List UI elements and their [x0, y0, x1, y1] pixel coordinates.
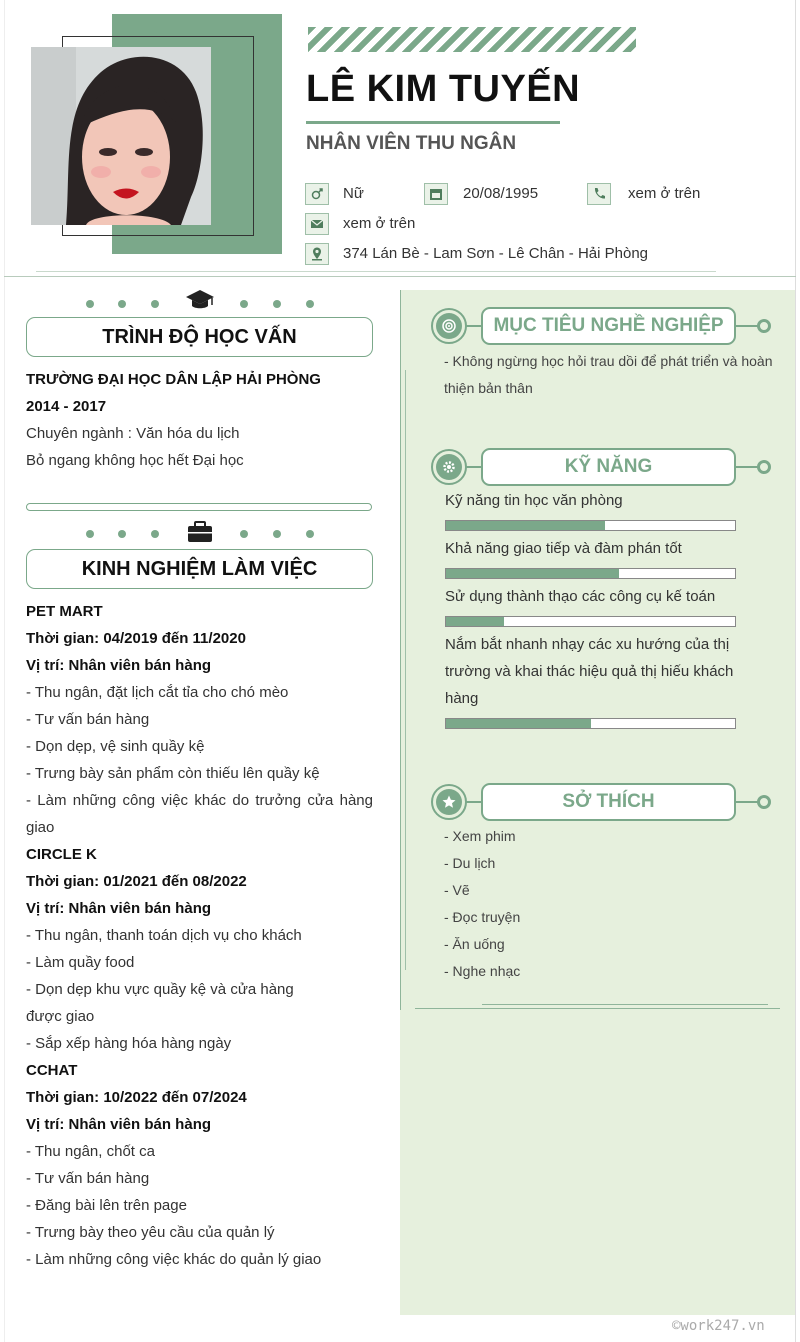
hobby-item: - Nghe nhạc [444, 963, 521, 979]
decor-dot [86, 530, 94, 538]
experience-detail-line: - Làm quầy food [26, 954, 135, 971]
experience-heading-line: Vị trí: Nhân viên bán hàng [26, 657, 212, 674]
experience-detail-line: - Đăng bài lên trên page [26, 1197, 187, 1214]
education-years: 2014 - 2017 [26, 398, 107, 415]
skills-end-dot [757, 460, 771, 474]
email-icon [305, 213, 329, 235]
birthday-value: 20/08/1995 [463, 185, 539, 202]
gender-icon [305, 183, 329, 205]
experience-title: KINH NGHIỆM LÀM VIỆC [26, 549, 373, 589]
experience-detail-line: - Thu ngân, đặt lịch cắt tỉa cho chó mèo [26, 684, 289, 701]
hobby-item: - Xem phim [444, 828, 516, 844]
skills-title: KỸ NĂNG [481, 448, 736, 486]
right-panel-bottom-line-inner [482, 1004, 768, 1005]
experience-detail-line: - Tư vấn bán hàng [26, 711, 150, 728]
graduation-cap-icon [185, 289, 215, 311]
skill-bar [445, 616, 736, 627]
hobbies-star-icon [431, 784, 467, 820]
candidate-name: LÊ KIM TUYẾN [306, 68, 581, 110]
objective-end-dot [757, 319, 771, 333]
education-title: TRÌNH ĐỘ HỌC VẤN [26, 317, 373, 357]
decor-dot [151, 530, 159, 538]
experience-detail-line: giao [26, 819, 55, 836]
hobbies-end-dot [757, 795, 771, 809]
experience-detail-line: - Thu ngân, thanh toán dịch vụ cho khách [26, 927, 302, 944]
header-divider-inner [36, 271, 716, 272]
email-value: xem ở trên [343, 215, 416, 232]
skill-bar-fill [446, 719, 591, 728]
right-panel-edge-line [400, 290, 401, 1010]
address-value: 374 Lán Bè - Lam Sơn - Lê Chân - Hải Phòng [343, 245, 649, 262]
experience-detail-line: - Tư vấn bán hàng [26, 1170, 150, 1187]
experience-detail-line: - Trưng bày theo yêu cầu của quản lý [26, 1224, 275, 1241]
hobbies-title: SỞ THÍCH [481, 783, 736, 821]
right-panel-bottom-line [415, 1008, 780, 1009]
hobby-item: - Đọc truyện [444, 909, 521, 925]
decor-dot [240, 300, 248, 308]
header-stripe-decoration [308, 27, 636, 52]
right-panel-inner-line [405, 370, 406, 970]
experience-heading-line: Vị trí: Nhân viên bán hàng [26, 900, 212, 917]
hobby-item: - Du lịch [444, 855, 496, 871]
experience-detail-line: được giao [26, 1008, 95, 1025]
experience-detail-line: - Sắp xếp hàng hóa hàng ngày [26, 1035, 232, 1052]
hobbies-connector [466, 801, 482, 803]
experience-heading-line: PET MART [26, 603, 103, 620]
experience-heading-line: CCHAT [26, 1062, 78, 1079]
name-underline [306, 121, 560, 124]
skill-bar [445, 520, 736, 531]
watermark: ©work247.vn [672, 1318, 765, 1334]
objective-line-1: - Không ngừng học hỏi trau dồi để phát triển và hoàn [444, 353, 773, 369]
phone-value: xem ở trên [628, 185, 701, 202]
decor-dot [118, 530, 126, 538]
skills-connector [466, 466, 482, 468]
job-title: NHÂN VIÊN THU NGÂN [306, 133, 517, 154]
experience-heading-line: CIRCLE K [26, 846, 97, 863]
decor-dot [306, 530, 314, 538]
skill-label: Nắm bắt nhanh nhạy các xu hướng của thị trường và khai thác hiệu quả thị hiếu khách hàng [445, 636, 734, 707]
experience-detail-line: - Thu ngân, chốt ca [26, 1143, 155, 1160]
experience-detail-line: - Làm những công việc khác do trưởng cửa hàng [26, 792, 373, 809]
phone-icon [587, 183, 611, 205]
education-note: Bỏ ngang không học hết Đại học [26, 452, 244, 469]
skills-gear-icon [431, 449, 467, 485]
experience-detail-line: - Trưng bày sản phẩm còn thiếu lên quầy kệ [26, 765, 320, 782]
objective-title: MỤC TIÊU NGHỀ NGHIỆP [481, 307, 736, 345]
skill-bar-fill [446, 521, 605, 530]
objective-connector [466, 325, 482, 327]
skill-bar-fill [446, 617, 504, 626]
decor-dot [273, 530, 281, 538]
experience-detail-line: - Làm những công việc khác do quản lý giao [26, 1251, 322, 1268]
decor-dot [306, 300, 314, 308]
experience-heading-line: Thời gian: 01/2021 đến 08/2022 [26, 873, 247, 890]
decor-dot [240, 530, 248, 538]
hobby-item: - Vẽ [444, 882, 470, 898]
education-major: Chuyên ngành : Văn hóa du lịch [26, 425, 240, 442]
briefcase-icon [187, 521, 213, 543]
decor-dot [86, 300, 94, 308]
decor-dot [151, 300, 159, 308]
objective-target-icon [431, 308, 467, 344]
experience-heading-line: Vị trí: Nhân viên bán hàng [26, 1116, 212, 1133]
location-icon [305, 243, 329, 265]
experience-heading-line: Thời gian: 04/2019 đến 11/2020 [26, 630, 246, 647]
education-school: TRƯỜNG ĐẠI HỌC DÂN LẬP HẢI PHÒNG [26, 371, 321, 388]
decor-dot [118, 300, 126, 308]
objective-line-2: thiện bản thân [444, 380, 533, 396]
decor-dot [273, 300, 281, 308]
skill-label: Khả năng giao tiếp và đàm phán tốt [445, 540, 682, 557]
skill-label: Kỹ năng tin học văn phòng [445, 492, 623, 509]
experience-detail-line: - Dọn dẹp, vệ sinh quầy kệ [26, 738, 205, 755]
section-divider-bar [26, 503, 372, 511]
profile-photo-illustration [31, 47, 211, 225]
experience-detail-line: - Dọn dẹp khu vực quầy kệ và cửa hàng [26, 981, 294, 998]
hobby-item: - Ăn uống [444, 936, 505, 952]
experience-heading-line: Thời gian: 10/2022 đến 07/2024 [26, 1089, 247, 1106]
skill-bar-fill [446, 569, 619, 578]
header-divider [4, 276, 796, 277]
profile-photo [31, 47, 211, 225]
gender-value: Nữ [343, 185, 364, 202]
calendar-icon [424, 183, 448, 205]
skill-bar [445, 718, 736, 729]
skill-bar [445, 568, 736, 579]
skill-label: Sử dụng thành thạo các công cụ kế toán [445, 588, 716, 605]
